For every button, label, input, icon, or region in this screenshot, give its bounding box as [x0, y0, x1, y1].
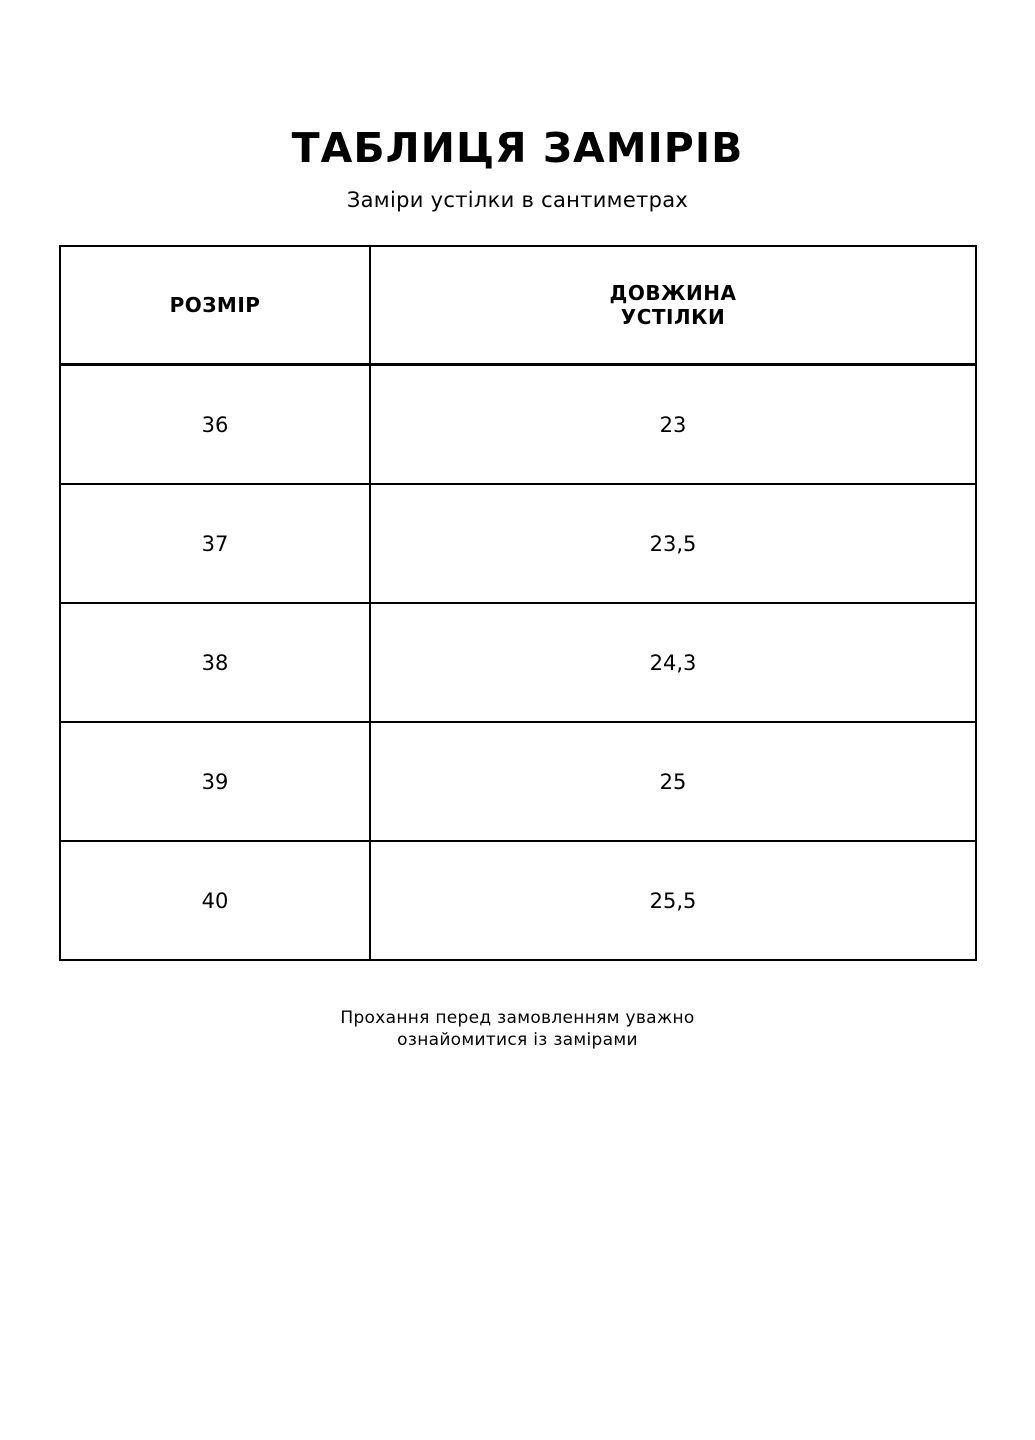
header-insole-length-line2: УСТІЛКИ	[620, 305, 726, 329]
cell-size: 36	[60, 365, 370, 485]
cell-length: 25	[370, 722, 976, 841]
cell-length: 23	[370, 365, 976, 485]
header-size: РОЗМІР	[60, 246, 370, 365]
table-header-row	[60, 246, 976, 365]
note-line2: ознайомитися із замірами	[397, 1030, 638, 1050]
page-subtitle: Заміри устілки в сантиметрах	[346, 188, 689, 212]
cell-size: 37	[60, 484, 370, 603]
size-table-container	[59, 245, 977, 963]
header-insole-length-line1: ДОВЖИНА	[609, 281, 737, 305]
cell-length: 23,5	[370, 484, 976, 603]
cell-size: 38	[60, 603, 370, 722]
header-insole-length	[370, 246, 976, 365]
table-row	[60, 722, 976, 841]
table-row	[60, 484, 976, 603]
table-row	[60, 365, 976, 485]
cell-length: 24,3	[370, 603, 976, 722]
size-table	[59, 245, 977, 961]
cell-size: 39	[60, 722, 370, 841]
cell-size: 40	[60, 841, 370, 960]
note-line1: Прохання перед замовленням уважно	[340, 1008, 695, 1028]
page-title: ТАБЛИЦЯ ЗАМІРІВ	[291, 124, 744, 172]
measurement-note	[0, 1007, 1035, 1051]
table-row	[60, 841, 976, 960]
cell-length: 25,5	[370, 841, 976, 960]
table-row	[60, 603, 976, 722]
